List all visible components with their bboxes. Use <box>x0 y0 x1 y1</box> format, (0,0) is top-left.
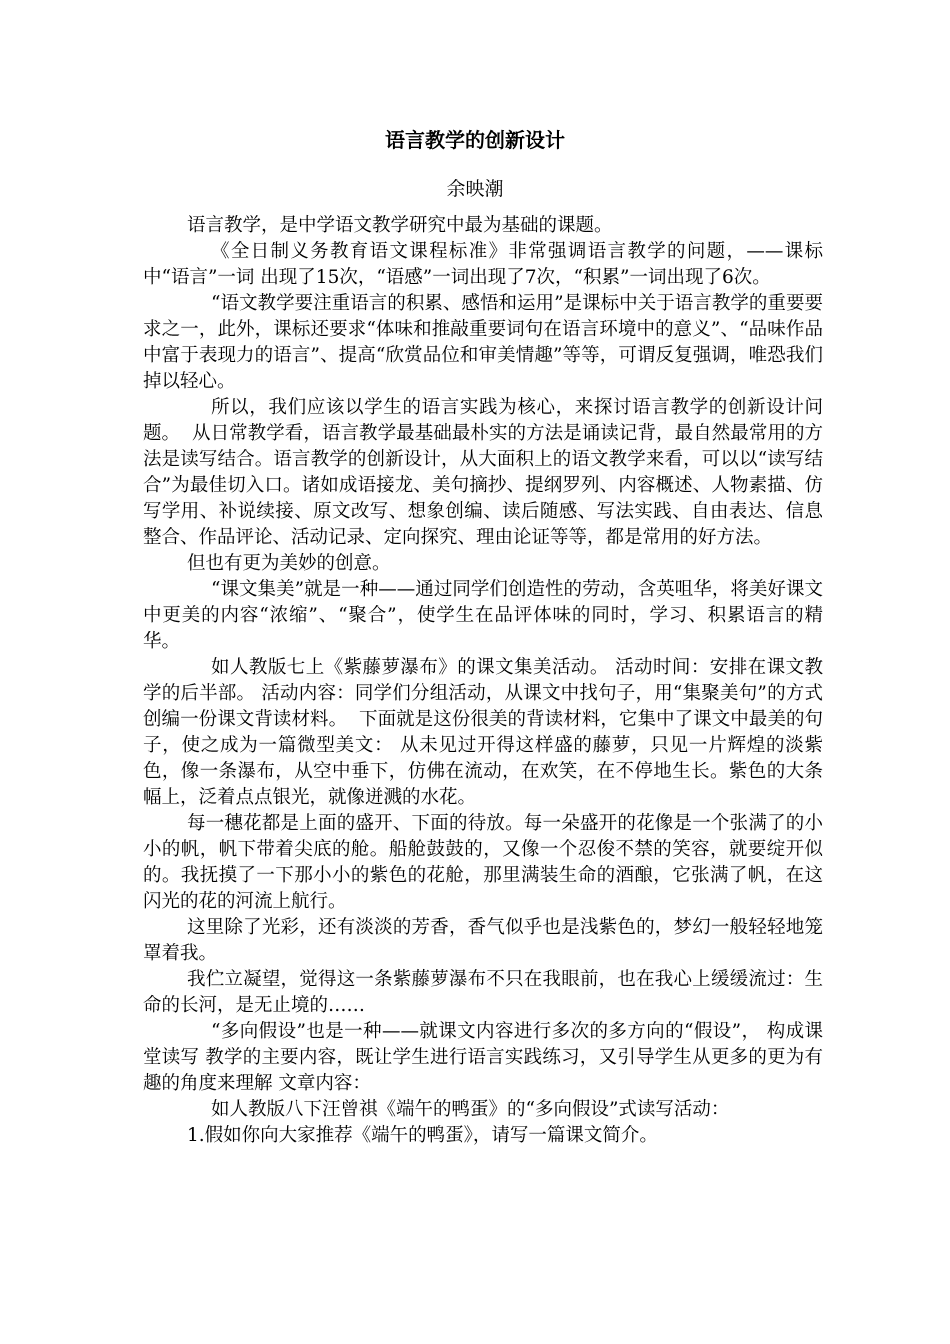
paragraph: 每一穗花都是上面的盛开、下面的待放。每一朵盛开的花像是一个张满了的小小的帆，帆下带着尖底的舱。船舱鼓鼓的，又像一个忍俊不禁的笑容，就要绽开似的。我抚摸了一下那小小的紫色的花舱，那里满装生命的酒酿，它张满了帆，在这闪光的花的河流上航行。 <box>143 813 823 912</box>
document-body <box>143 213 823 1149</box>
paragraph: 如人教版八下汪曾祺《端午的鸭蛋》的“多向假设”式读写活动： <box>211 1099 730 1120</box>
paragraph: 《全日制义务教育语文课程标准》非常强调语言教学的问题，——课标中“语言”一词 出现了15次，“语感”一词出现了7次，“积累”一词出现了6次。 <box>143 241 823 288</box>
paragraph: “语文教学要注重语言的积累、感悟和运用”是课标中关于语言教学的重要要求之一，此外，课标还要求“体味和推敲重要词句在语言环境中的意义”、“品味作品中富于表现力的语言”、提高“欣赏品位和审美情趣”等等，可谓反复强调，唯恐我们掉以轻心。 <box>143 293 823 392</box>
document-title: 语言教学的创新设计 <box>385 128 565 152</box>
paragraph: 但也有更为美妙的创意。 <box>187 553 391 574</box>
paragraph: 我伫立凝望，觉得这一条紫藤萝瀑布不只在我眼前，也在我心上缓缓流过：生命的长河，是无止境的…… <box>143 969 823 1016</box>
paragraph: “多向假设”也是一种——就课文内容进行多次的多方向的“假设”， 构成课堂读写 教学的主要内容，既让学生进行语言实践练习，又引导学生从更多的更为有趣的角度来理解 文章内容： <box>143 1021 823 1094</box>
paragraph: 1.假如你向大家推荐《端午的鸭蛋》，请写一篇课文简介。 <box>187 1125 658 1146</box>
paragraph: 这里除了光彩，还有淡淡的芳香，香气似乎也是浅紫色的，梦幻一般轻轻地笼罩着我。 <box>143 917 823 964</box>
document-author: 余映潮 <box>446 178 504 200</box>
paragraph: 所以，我们应该以学生的语言实践为核心，来探讨语言教学的创新设计问题。 从日常教学看，语言教学最基础最朴实的方法是诵读记背，最自然最常用的方法是读写结合。语言教学的创新设计，从大面积上的语文教学来看，可以以“读写结合”为最佳切入口。诸如成语接龙、美句摘抄、提纲罗列、内容概述、人物素描、仿写学用、补说续接、原文改写、想象创编、读后随感、写法实践、自由表达、信息整合、作品评论、活动记录、定向探究、理由论证等等，都是常用的好方法。 <box>143 397 823 548</box>
paragraph: “课文集美”就是一种——通过同学们创造性的劳动，含英咀华，将美好课文中更美的内容“浓缩”、“聚合”，使学生在品评体味的同时，学习、积累语言的精华。 <box>143 579 823 652</box>
paragraph: 语言教学，是中学语文教学研究中最为基础的课题。 <box>187 215 613 236</box>
paragraph: 如人教版七上《紫藤萝瀑布》的课文集美活动。 活动时间：安排在课文教学的后半部。 活动内容：同学们分组活动，从课文中找句子，用“集聚美句”的方式创编一份课文背读材料。 下面就是这份很美的背读材料，它集中了课文中最美的句子，使之成为一篇微型美文： 从未见过开得这样盛的藤萝，只见一片辉煌的淡紫色，像一条瀑布，从空中垂下，仿佛在流动，在欢笑，在不停地生长。紫色的大条幅上，泛着点点银光，就像迸溅的水花。 <box>143 657 823 808</box>
